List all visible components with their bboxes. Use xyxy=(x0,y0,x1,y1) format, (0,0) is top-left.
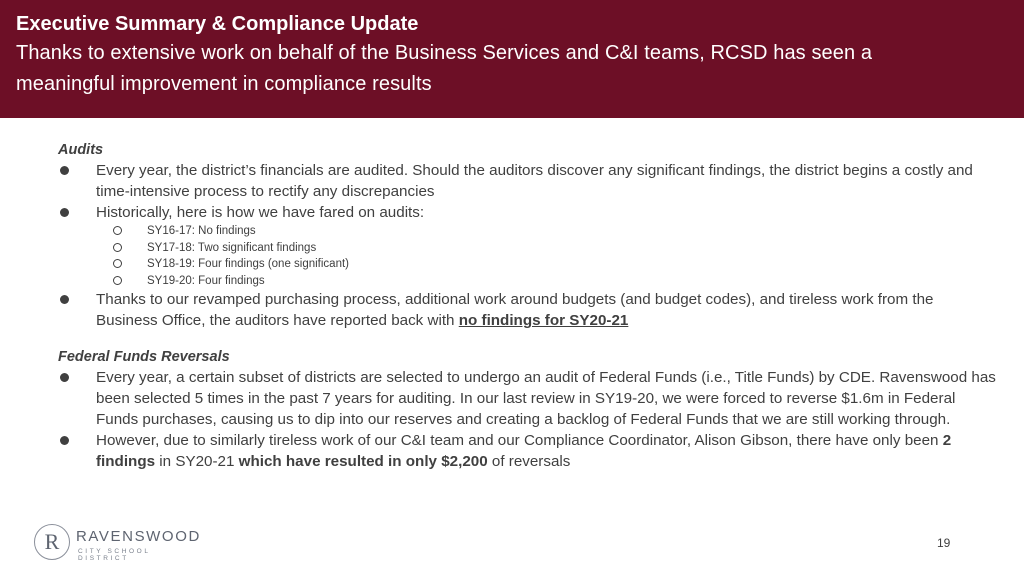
findings-count-emphasis: 2 findings xyxy=(96,432,952,470)
federal-bullet-1-text: Every year, a certain subset of districts are selected to undergo an audit of Federal Funds (i.e., Title Funds) by CDE. Ravenswood has been selected 5 times in the past 7 years for auditing. In our last review in SY19-20, we were forced to reverse $1.6m in Federal Funds purchases, causing us to dip into our reserves and creating a backlog of Federal Funds that we are still working through. xyxy=(96,369,996,428)
audits-bullet-2 xyxy=(58,202,998,223)
federal-bullet-2-text-b: in SY20-21 xyxy=(155,453,239,470)
bullet-dot-icon xyxy=(60,436,69,445)
federal-bullet-2-text-a: However, due to similarly tireless work of our C&I team and our Compliance Coordinator, Alison Gibson, there have only been xyxy=(96,432,943,449)
audits-bullet-list xyxy=(58,160,998,331)
logo-letter: R xyxy=(44,529,60,554)
ravenswood-logo xyxy=(34,524,204,564)
hollow-bullet-icon xyxy=(113,243,122,252)
logo-r-icon xyxy=(34,524,70,560)
audits-bullet-2-text: Historically, here is how we have fared on audits: xyxy=(96,204,425,221)
federal-bullet-1 xyxy=(58,367,998,430)
no-findings-emphasis: no findings for SY20-21 xyxy=(458,312,629,329)
hollow-bullet-icon xyxy=(113,226,122,235)
page-number: 19 xyxy=(937,536,951,550)
audits-bullet-3-text: Thanks to our revamped purchasing process, additional work around budgets (and budget codes), and tireless work from the Business Office, the auditors have reported back with xyxy=(96,291,934,329)
hollow-bullet-icon xyxy=(113,276,122,285)
audits-heading: Audits xyxy=(58,142,104,158)
bullet-dot-icon xyxy=(60,373,69,382)
audit-history-item xyxy=(77,240,998,257)
audit-history-item xyxy=(77,223,998,240)
header-banner xyxy=(0,0,1024,118)
audit-history-text: SY17-18: Two significant findings xyxy=(147,241,317,254)
audit-history-text: SY16-17: No findings xyxy=(147,225,256,237)
bullet-dot-icon xyxy=(60,208,69,217)
federal-funds-heading: Federal Funds Reversals xyxy=(58,349,230,365)
slide-body xyxy=(58,140,998,472)
audits-bullet-1 xyxy=(58,160,998,202)
logo-name: RAVENSWOOD xyxy=(76,528,201,545)
audits-bullet-3 xyxy=(58,289,998,331)
slide-subtitle-line-1: Thanks to extensive work on behalf of the Business Services and C&I teams, RCSD has seen a xyxy=(16,42,873,64)
audit-history-text: SY18-19: Four findings (one significant) xyxy=(147,258,349,270)
bullet-dot-icon xyxy=(60,166,69,175)
slide-title: Executive Summary & Compliance Update xyxy=(16,13,419,35)
audit-history-list xyxy=(77,223,998,289)
slide-subtitle-line-2: meaningful improvement in compliance results xyxy=(16,73,432,95)
federal-bullet-2-text-c: of reversals xyxy=(487,453,571,470)
bullet-dot-icon xyxy=(60,295,69,304)
audit-history-container xyxy=(58,223,998,289)
hollow-bullet-icon xyxy=(113,259,122,268)
federal-bullet-list xyxy=(58,367,998,472)
audit-history-item xyxy=(77,273,998,290)
federal-bullet-2 xyxy=(58,430,998,472)
audit-history-item xyxy=(77,256,998,273)
reversal-amount-emphasis: which have resulted in only $2,200 xyxy=(238,453,488,470)
audit-history-text: SY19-20: Four findings xyxy=(147,274,265,287)
logo-tagline: CITY SCHOOL DISTRICT xyxy=(78,548,151,562)
audits-bullet-1-text: Every year, the district’s financials are audited. Should the auditors discover any significant findings, the district begins a costly and time-intensive process to rectify any discrepancies xyxy=(96,162,973,200)
